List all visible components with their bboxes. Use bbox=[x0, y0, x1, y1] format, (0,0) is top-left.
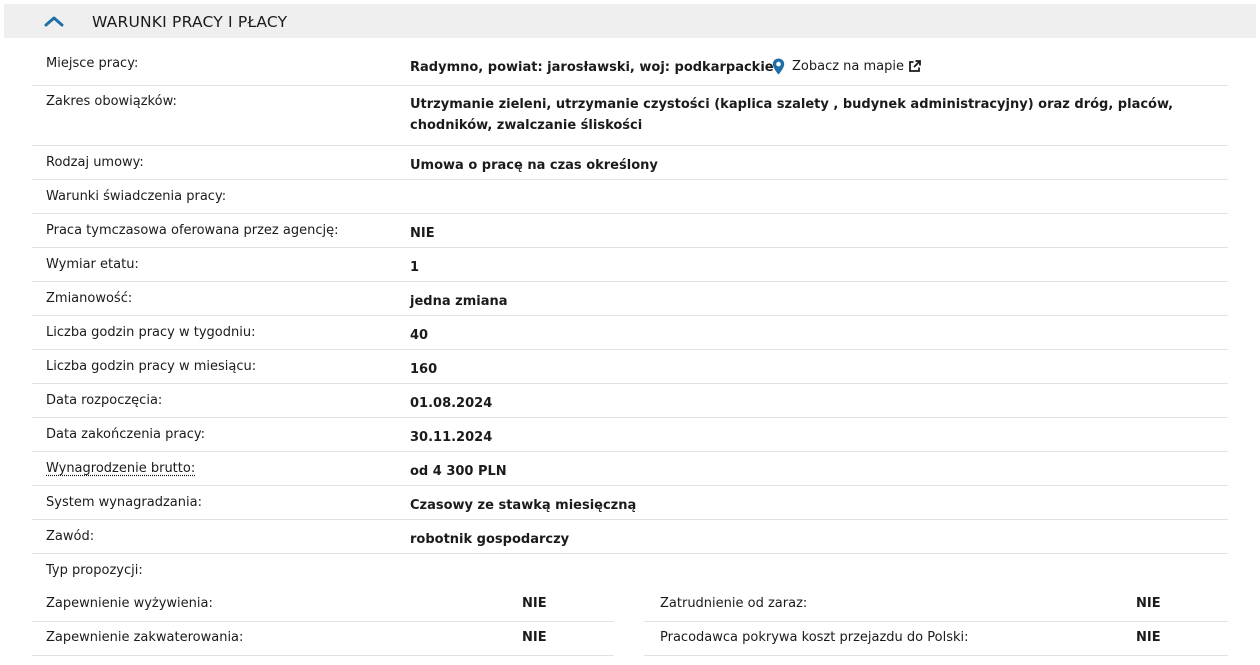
row-value: 1 bbox=[410, 260, 420, 275]
row-value: 160 bbox=[410, 362, 438, 377]
row-label: Data zakończenia pracy: bbox=[46, 427, 205, 442]
row-label: Miejsce pracy: bbox=[46, 56, 139, 71]
table-row bbox=[32, 452, 1228, 486]
table-row bbox=[32, 282, 1228, 316]
row-label: System wynagradzania: bbox=[46, 495, 202, 510]
row-label: Praca tymczasowa oferowana przez agencję: bbox=[46, 223, 339, 238]
row-label: Wymiar etatu: bbox=[46, 257, 139, 272]
proposal-row bbox=[32, 622, 614, 656]
table-row bbox=[32, 554, 1228, 588]
table-row bbox=[32, 384, 1228, 418]
row-label: Rodzaj umowy: bbox=[46, 155, 144, 170]
table-row bbox=[32, 86, 1228, 146]
proposal-row bbox=[32, 588, 614, 622]
table-row bbox=[32, 214, 1228, 248]
map-pin-icon bbox=[772, 58, 785, 75]
proposal-types bbox=[32, 588, 1228, 656]
row-label: Warunki świadczenia pracy: bbox=[46, 189, 227, 204]
row-label: Liczba godzin pracy w tygodniu: bbox=[46, 325, 256, 340]
row-value: NIE bbox=[410, 226, 435, 241]
table-row bbox=[32, 180, 1228, 214]
map-link-label[interactable]: Zobacz na mapie bbox=[792, 59, 905, 74]
proposal-value: NIE bbox=[1136, 630, 1161, 645]
table-row bbox=[32, 146, 1228, 180]
proposal-label: Zapewnienie zakwaterowania: bbox=[46, 630, 244, 645]
row-value: robotnik gospodarczy bbox=[410, 532, 570, 547]
row-label: Zawód: bbox=[46, 529, 95, 544]
row-label: Zmianowość: bbox=[46, 291, 133, 306]
row-label: Typ propozycji: bbox=[46, 563, 143, 578]
map-link[interactable] bbox=[772, 58, 921, 75]
proposal-row bbox=[644, 588, 1228, 622]
proposal-label: Pracodawca pokrywa koszt przejazdu do Polski: bbox=[660, 630, 969, 645]
row-value: 01.08.2024 bbox=[410, 396, 493, 411]
table-row bbox=[32, 47, 1228, 86]
proposal-label: Zatrudnienie od zaraz: bbox=[660, 596, 808, 611]
row-value: Utrzymanie zieleni, utrzymanie czystości (kaplica szalety , budynek administracyjny) oraz dróg, placów, chodników, zwalczanie śliskości bbox=[410, 97, 1174, 133]
details-table bbox=[32, 47, 1228, 588]
row-value: od 4 300 PLN bbox=[410, 464, 507, 479]
proposal-value: NIE bbox=[1136, 596, 1161, 611]
row-value: jedna zmiana bbox=[410, 294, 508, 309]
table-row bbox=[32, 350, 1228, 384]
table-row bbox=[32, 316, 1228, 350]
row-label: Zakres obowiązków: bbox=[46, 94, 177, 109]
row-label: Liczba godzin pracy w miesiącu: bbox=[46, 359, 257, 374]
section-title: WARUNKI PRACY I PŁACY bbox=[92, 13, 288, 31]
row-value: Umowa o pracę na czas określony bbox=[410, 158, 658, 173]
row-value: 30.11.2024 bbox=[410, 430, 493, 445]
table-row bbox=[32, 418, 1228, 452]
proposal-row bbox=[644, 622, 1228, 656]
row-label: Data rozpoczęcia: bbox=[46, 393, 163, 408]
table-row bbox=[32, 486, 1228, 520]
proposal-value: NIE bbox=[522, 630, 547, 645]
row-value: Radymno, powiat: jarosławski, woj: podkarpackie bbox=[410, 60, 774, 75]
proposal-label: Zapewnienie wyżywienia: bbox=[46, 596, 213, 611]
section-header-toggle[interactable] bbox=[4, 4, 1256, 38]
chevron-up-icon[interactable] bbox=[42, 14, 66, 28]
row-value: 40 bbox=[410, 328, 429, 343]
table-row bbox=[32, 248, 1228, 282]
table-row bbox=[32, 520, 1228, 554]
salary-label-tooltip[interactable]: Wynagrodzenie brutto: bbox=[46, 461, 196, 476]
external-link-icon bbox=[908, 60, 921, 73]
row-value: Czasowy ze stawką miesięczną bbox=[410, 498, 637, 513]
proposal-value: NIE bbox=[522, 596, 547, 611]
